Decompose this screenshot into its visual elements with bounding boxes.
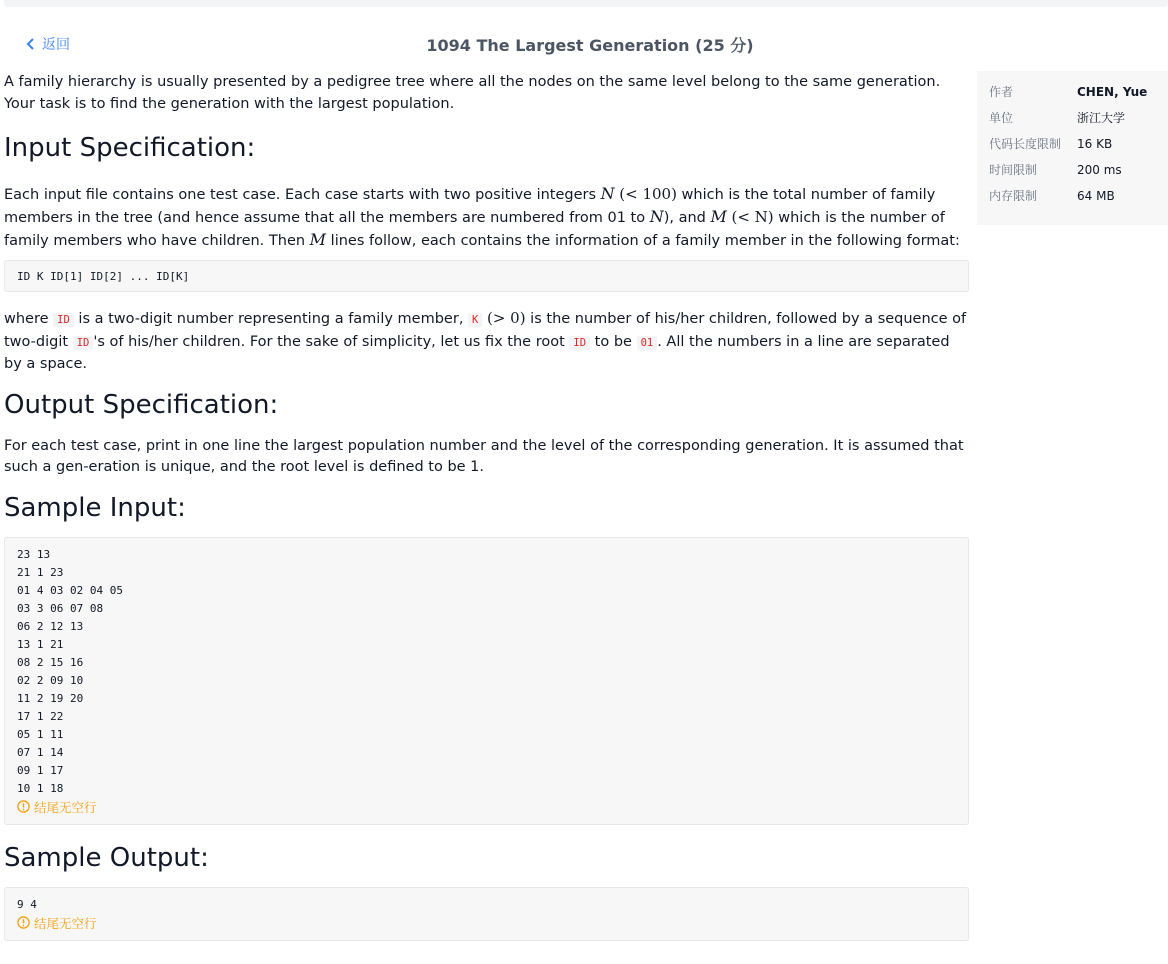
code-line: 07 1 14: [17, 745, 64, 759]
text-run: is the number of his/her children, followed by a sequence of two-digit: [4, 311, 967, 350]
output-spec-paragraph: For each test case, print in one line the largest population number and the level of the corresponding generation. It is assumed that such a gen-eration is unique, and the root level is defined to be 1.: [4, 437, 964, 475]
warning-circle-icon: [17, 800, 30, 813]
text-run: which is the total number of family members in the tree (and hence assume that all the members are numbered from 01 to: [4, 187, 936, 226]
code-line: 21 1 23: [17, 565, 64, 579]
math-var-m: M: [309, 230, 327, 249]
sample-output-block: [4, 887, 969, 941]
problem-info-panel: [977, 71, 1168, 225]
text-run: which is the number of family members who have children. Then: [4, 210, 945, 249]
text-run: to be: [590, 333, 637, 350]
info-key: 时间限制: [989, 163, 1038, 177]
code-line: 05 1 11: [17, 727, 64, 741]
math-var-m: M: [710, 207, 727, 226]
info-value: CHEN, Yue: [1077, 85, 1148, 99]
info-key: 单位: [989, 111, 1014, 125]
text-run: 's of his/her children. For the sake of simplicity, let us fix the root: [93, 333, 570, 350]
info-value: 16 KB: [1077, 137, 1113, 151]
text-run: . All the numbers in a line are separated by a space.: [4, 333, 950, 372]
input-spec-paragraph: [4, 183, 969, 252]
top-bar: [4, 0, 1168, 7]
sample-input-warning: [17, 798, 956, 816]
code-line: 11 2 19 20: [17, 691, 84, 705]
info-key: 内存限制: [989, 189, 1038, 203]
code-line: 08 2 15 16: [17, 655, 84, 669]
sample-output-warning: [17, 914, 956, 932]
info-row-code-limit: [989, 136, 1112, 152]
code-line: 02 2 09 10: [17, 673, 84, 687]
inline-code: ID: [53, 313, 74, 327]
info-row-memory-limit: [989, 188, 1115, 204]
info-key: 代码长度限制: [989, 137, 1062, 151]
code-line: 13 1 21: [17, 637, 64, 651]
math-k-bound: (> 0): [486, 309, 526, 327]
sample-input-lines: [17, 546, 956, 798]
code-line: 17 1 22: [17, 709, 64, 723]
back-label: 返回: [42, 37, 70, 53]
text-run: ), and: [663, 210, 711, 226]
problem-content: [4, 72, 969, 941]
code-line: 09 1 17: [17, 763, 64, 777]
code-line: 10 1 18: [17, 781, 64, 795]
inline-code: ID: [73, 336, 94, 350]
warning-text: 结尾无空行: [34, 799, 97, 815]
inline-code: 01: [637, 336, 658, 350]
info-value: 200 ms: [1077, 163, 1122, 177]
info-value: 浙江大学: [1077, 111, 1126, 125]
format-code-block: [4, 260, 969, 292]
text-run: lines follow, each contains the information of a family member in the following format:: [326, 233, 960, 249]
code-line: 01 4 03 02 04 05: [17, 583, 123, 597]
text-run: is a two-digit number representing a family member,: [78, 311, 469, 327]
input-spec-heading: Input Specification:: [4, 133, 256, 163]
math-n-bound: (< 100): [619, 185, 677, 203]
sample-output-lines: [17, 896, 956, 914]
code-line: 9 4: [17, 897, 37, 911]
text-run: where: [4, 311, 54, 327]
inline-code: ID: [569, 336, 590, 350]
info-value: 64 MB: [1077, 189, 1115, 203]
problem-title: 1094 The Largest Generation (25 分): [426, 36, 754, 55]
math-m-bound: (< N): [731, 208, 774, 226]
format-line: ID K ID[1] ID[2] ... ID[K]: [17, 270, 190, 283]
problem-intro: A family hierarchy is usually presented by a pedigree tree where all the nodes on the same level belong to the same generation. Your task is to find the generation with the largest population.: [4, 74, 941, 112]
text-run: Each input file contains one test case. Each case starts with two positive integers: [4, 187, 601, 203]
math-var-n: N: [649, 207, 664, 226]
warning-text: 结尾无空行: [34, 915, 97, 931]
output-spec-heading: Output Specification:: [4, 389, 279, 420]
inline-code: K: [468, 313, 482, 327]
info-row-organization: [989, 110, 1125, 126]
info-row-time-limit: [989, 162, 1122, 178]
input-spec-paragraph-2: [4, 308, 969, 376]
code-line: 03 3 06 07 08: [17, 601, 104, 615]
math-var-n: N: [600, 184, 615, 203]
sample-input-block: [4, 537, 969, 825]
code-line: 23 13: [17, 547, 51, 561]
sample-output-heading: Sample Output:: [4, 842, 209, 873]
code-line: 06 2 12 13: [17, 619, 84, 633]
warning-circle-icon: [17, 916, 30, 929]
sample-input-heading: Sample Input:: [4, 492, 186, 523]
info-row-author: [989, 84, 1147, 100]
info-key: 作者: [989, 85, 1014, 99]
